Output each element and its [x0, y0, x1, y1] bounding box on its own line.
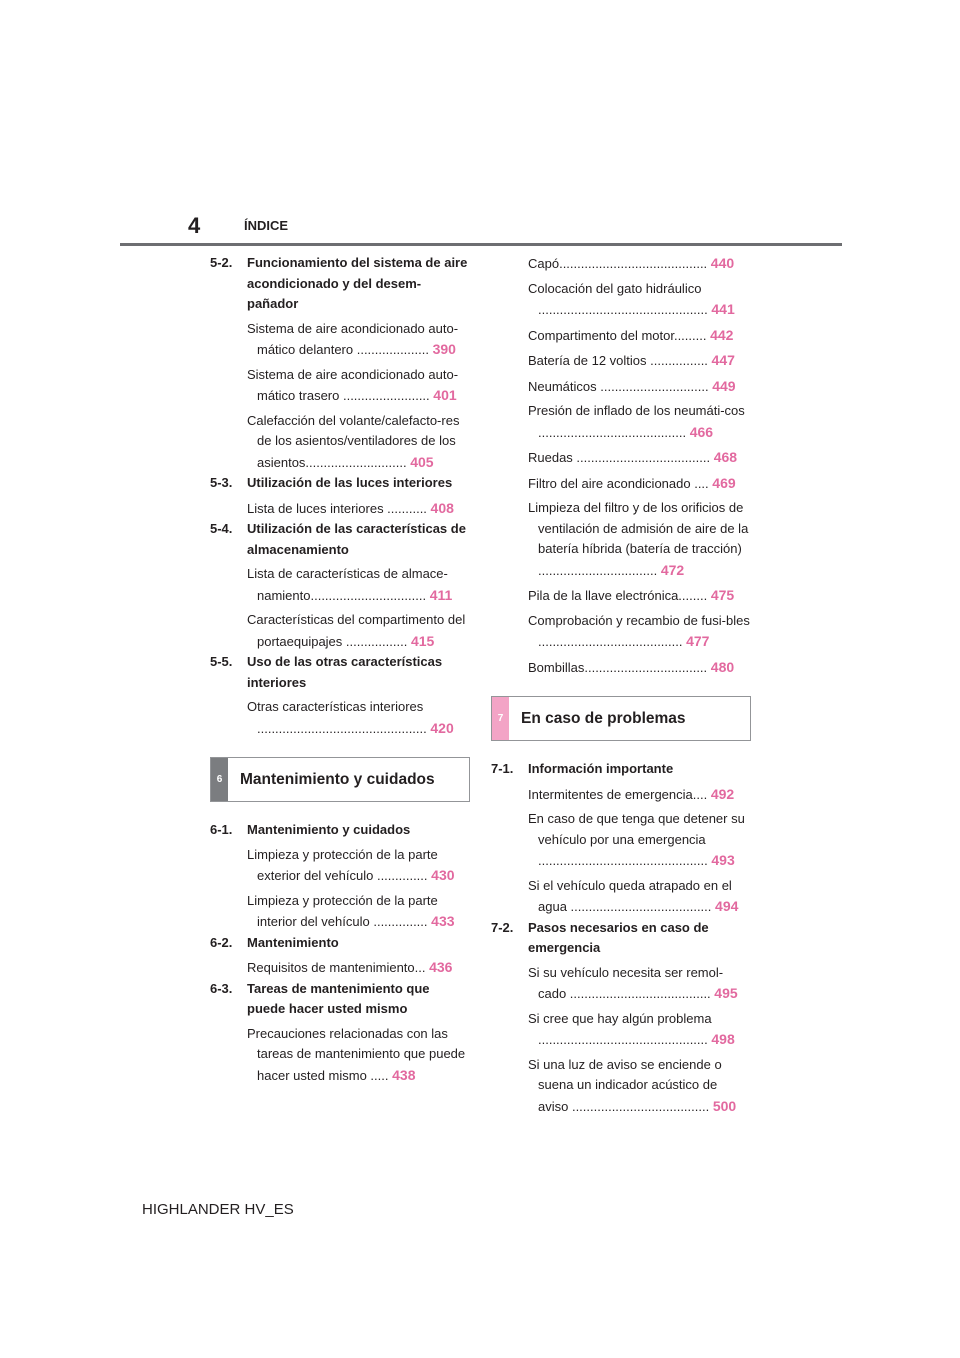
toc-entry[interactable]: [528, 1055, 751, 1118]
toc-page-link[interactable]: 411: [429, 586, 453, 603]
toc-entry[interactable]: [528, 325, 751, 347]
toc-section-heading[interactable]: [491, 759, 751, 780]
toc-section: [210, 933, 470, 979]
toc-section-title: Utilización de las luces interiores: [247, 475, 453, 490]
toc-page-link[interactable]: 469: [712, 474, 736, 491]
toc-page-link[interactable]: 401: [433, 387, 457, 403]
toc-entry[interactable]: [247, 957, 470, 979]
toc-section-heading[interactable]: [210, 253, 470, 315]
toc-page-link[interactable]: 442: [710, 326, 734, 343]
toc-section-heading[interactable]: [210, 519, 470, 560]
toc-entry-text: Requisitos de mantenimiento...: [247, 960, 426, 975]
toc-entry-text: Precauciones relacionadas con las tareas de mantenimiento que puede hacer usted mismo .....: [247, 1025, 466, 1083]
toc-page-link[interactable]: 480: [710, 658, 735, 675]
toc-page-link[interactable]: 494: [715, 898, 739, 914]
toc-section-heading[interactable]: [210, 652, 470, 693]
toc-page-link[interactable]: 475: [710, 587, 735, 603]
toc-section: [491, 759, 751, 918]
toc-section-heading[interactable]: [491, 918, 751, 959]
toc-entry[interactable]: [247, 564, 470, 606]
page-number: 4: [188, 213, 201, 238]
toc-page-link[interactable]: 500: [712, 1097, 737, 1114]
toc-section-number: 6-1.: [210, 822, 233, 837]
toc-entry[interactable]: [247, 365, 470, 407]
toc-entry[interactable]: [247, 891, 470, 933]
toc-entry-text: Características del compartimento del portaequipajes .................: [247, 612, 466, 649]
toc-entry[interactable]: [247, 610, 470, 652]
chapter-7-heading[interactable]: [491, 696, 751, 741]
toc-page-link[interactable]: 493: [711, 852, 735, 868]
toc-section: [210, 519, 470, 652]
toc-entry[interactable]: [528, 498, 751, 581]
toc-section-number: 5-5.: [210, 654, 233, 669]
toc-page-link[interactable]: 408: [430, 499, 454, 516]
toc-entry[interactable]: [528, 401, 751, 443]
toc-section-heading[interactable]: [210, 979, 470, 1020]
toc-section-number: 6-3.: [210, 980, 233, 996]
toc-entry-text: Limpieza del filtro y de los orificios de ventilación de admisión de aire de la batería híbrida (batería de tracción) .................................: [528, 500, 749, 578]
toc-section: [210, 473, 470, 519]
toc-section-heading[interactable]: [210, 820, 470, 841]
toc-page-link[interactable]: 447: [711, 352, 735, 368]
toc-section-title: Información importante: [528, 761, 674, 776]
toc-page-link[interactable]: 468: [713, 449, 738, 465]
chapter-tab: 6: [211, 758, 228, 801]
toc-entry[interactable]: [528, 876, 751, 918]
chapter-6-heading[interactable]: [210, 757, 470, 802]
toc-page-link[interactable]: 390: [432, 341, 456, 357]
toc-right-column: [491, 253, 751, 1117]
toc-entry-text: Sistema de aire acondicionado auto-mático delantero ....................: [247, 320, 459, 357]
toc-entry-text: Limpieza y protección de la parte exterior del vehículo ..............: [247, 846, 438, 883]
toc-entry-text: Presión de inflado de los neumáti-cos .........................................: [528, 403, 745, 440]
toc-entry-text: Filtro del aire acondicionado ....: [528, 475, 709, 491]
toc-page-link[interactable]: 449: [712, 377, 736, 394]
toc-page-link[interactable]: 405: [410, 453, 434, 470]
toc-page-link[interactable]: 438: [392, 1066, 416, 1083]
toc-entry-text: Si cree que hay algún problema ...............................................: [528, 1010, 712, 1047]
toc-entry[interactable]: [528, 279, 751, 321]
toc-section-number: 5-2.: [210, 255, 233, 270]
toc-entry-text: Calefacción del volante/calefacto-res de los asientos/ventiladores de los asientos............................: [247, 412, 460, 470]
toc-entry[interactable]: [528, 1009, 751, 1051]
toc-section-title: Utilización de las características de almacenamiento: [247, 521, 466, 557]
toc-entry-text: Limpieza y protección de la parte interior del vehículo ...............: [247, 892, 438, 929]
toc-page-link[interactable]: 436: [429, 959, 453, 975]
toc-entry-text: Lista de características de almace-namiento................................: [247, 566, 448, 603]
toc-entry[interactable]: [247, 1024, 470, 1087]
toc-entry-text: Otras características interiores ...............................................: [247, 699, 427, 736]
toc-entry[interactable]: [528, 784, 751, 806]
toc-entry-text: Si el vehículo queda atrapado en el agua .......................................: [528, 877, 732, 914]
toc-entry-text: Si una luz de aviso se enciende o suena un indicador acústico de aviso ......................................: [528, 1056, 722, 1114]
toc-entry[interactable]: [528, 376, 751, 398]
toc-entry[interactable]: [528, 611, 751, 653]
toc-entry-text: Si su vehículo necesita ser remol-cado .......................................: [528, 964, 724, 1001]
toc-page-link[interactable]: 430: [431, 867, 455, 883]
toc-page-link[interactable]: 441: [711, 301, 735, 317]
toc-section-title: Mantenimiento y cuidados: [247, 822, 411, 837]
toc-entry[interactable]: [528, 253, 751, 275]
toc-entry[interactable]: [247, 411, 470, 474]
toc-entry-text: Bombillas..................................: [528, 659, 708, 675]
toc-section: [210, 253, 470, 473]
toc-entry-text: Compartimento del motor.........: [528, 327, 707, 343]
toc-entry[interactable]: [247, 697, 470, 739]
toc-section-title: Tareas de mantenimiento que puede hacer usted mismo: [247, 980, 430, 1016]
chapter-tab: 7: [492, 697, 509, 740]
toc-section-title: Funcionamiento del sistema de aire acondicionado y del desem-pañador: [247, 255, 468, 311]
toc-section-number: 7-1.: [491, 761, 514, 776]
toc-section-title: Mantenimiento: [247, 934, 339, 950]
footer-model: HIGHLANDER HV_ES: [142, 1201, 294, 1218]
toc-entry-text: Comprobación y recambio de fusi-bles ........................................: [528, 612, 750, 649]
toc-page-link[interactable]: 495: [714, 985, 738, 1001]
toc-section-number: 7-2.: [491, 919, 514, 935]
toc-section: [491, 918, 751, 1118]
toc-page-link[interactable]: 492: [710, 785, 735, 802]
toc-section: [210, 820, 470, 933]
toc-entry-text: Intermitentes de emergencia....: [528, 786, 708, 802]
toc-entry-text: Colocación del gato hidráulico ...............................................: [528, 280, 708, 317]
toc-entry[interactable]: [528, 585, 751, 607]
chapter-title: Mantenimiento y cuidados: [240, 770, 435, 788]
toc-entry[interactable]: [528, 350, 751, 372]
toc-entry-text: Lista de luces interiores ...........: [247, 500, 427, 516]
toc-page-link[interactable]: 498: [711, 1031, 735, 1047]
toc-page-link[interactable]: 433: [431, 913, 455, 929]
toc-entry[interactable]: [528, 963, 751, 1005]
header-rule: [120, 243, 842, 246]
toc-entry-text: En caso de que tenga que detener su vehículo por una emergencia ...............................................: [528, 811, 745, 868]
toc-entry-text: Sistema de aire acondicionado auto-mático trasero ........................: [247, 366, 459, 403]
toc-page-link[interactable]: 420: [430, 719, 454, 736]
toc-entry-text: Capó.........................................: [528, 256, 708, 271]
toc-page-link[interactable]: 440: [710, 255, 735, 271]
toc-section-number: 6-2.: [210, 934, 233, 950]
toc-entry-text: Pila de la llave electrónica........: [528, 588, 708, 603]
toc-section-heading[interactable]: [210, 933, 470, 954]
toc-entry[interactable]: [247, 498, 470, 520]
toc-entry-text: Neumáticos ..............................: [528, 378, 709, 394]
toc-entry[interactable]: [247, 319, 470, 361]
toc-page-link[interactable]: 472: [660, 561, 685, 578]
toc-section-title: Uso de las otras características interiores: [247, 654, 443, 690]
toc-entry[interactable]: [247, 845, 470, 887]
toc-section: [210, 652, 470, 739]
toc-entry-text: Ruedas .....................................: [528, 450, 711, 465]
toc-page-link[interactable]: 477: [686, 633, 710, 649]
toc-page-link[interactable]: 415: [410, 632, 435, 649]
running-title: ÍNDICE: [244, 218, 289, 233]
toc-section-number: 5-4.: [210, 521, 233, 536]
toc-entry[interactable]: [528, 447, 751, 469]
chapter-title: En caso de problemas: [521, 709, 686, 727]
toc-entry[interactable]: [528, 473, 751, 495]
toc-section-heading[interactable]: [210, 473, 470, 494]
toc-page-link[interactable]: 466: [689, 423, 714, 440]
toc-section-title: Pasos necesarios en caso de emergencia: [528, 919, 709, 955]
toc-entry[interactable]: [528, 657, 751, 679]
toc-left-column: [210, 253, 470, 1086]
toc-entry-text: Batería de 12 voltios ................: [528, 353, 708, 368]
toc-entry[interactable]: [528, 809, 751, 872]
toc-section: [210, 979, 470, 1087]
toc-section-number: 5-3.: [210, 475, 233, 490]
